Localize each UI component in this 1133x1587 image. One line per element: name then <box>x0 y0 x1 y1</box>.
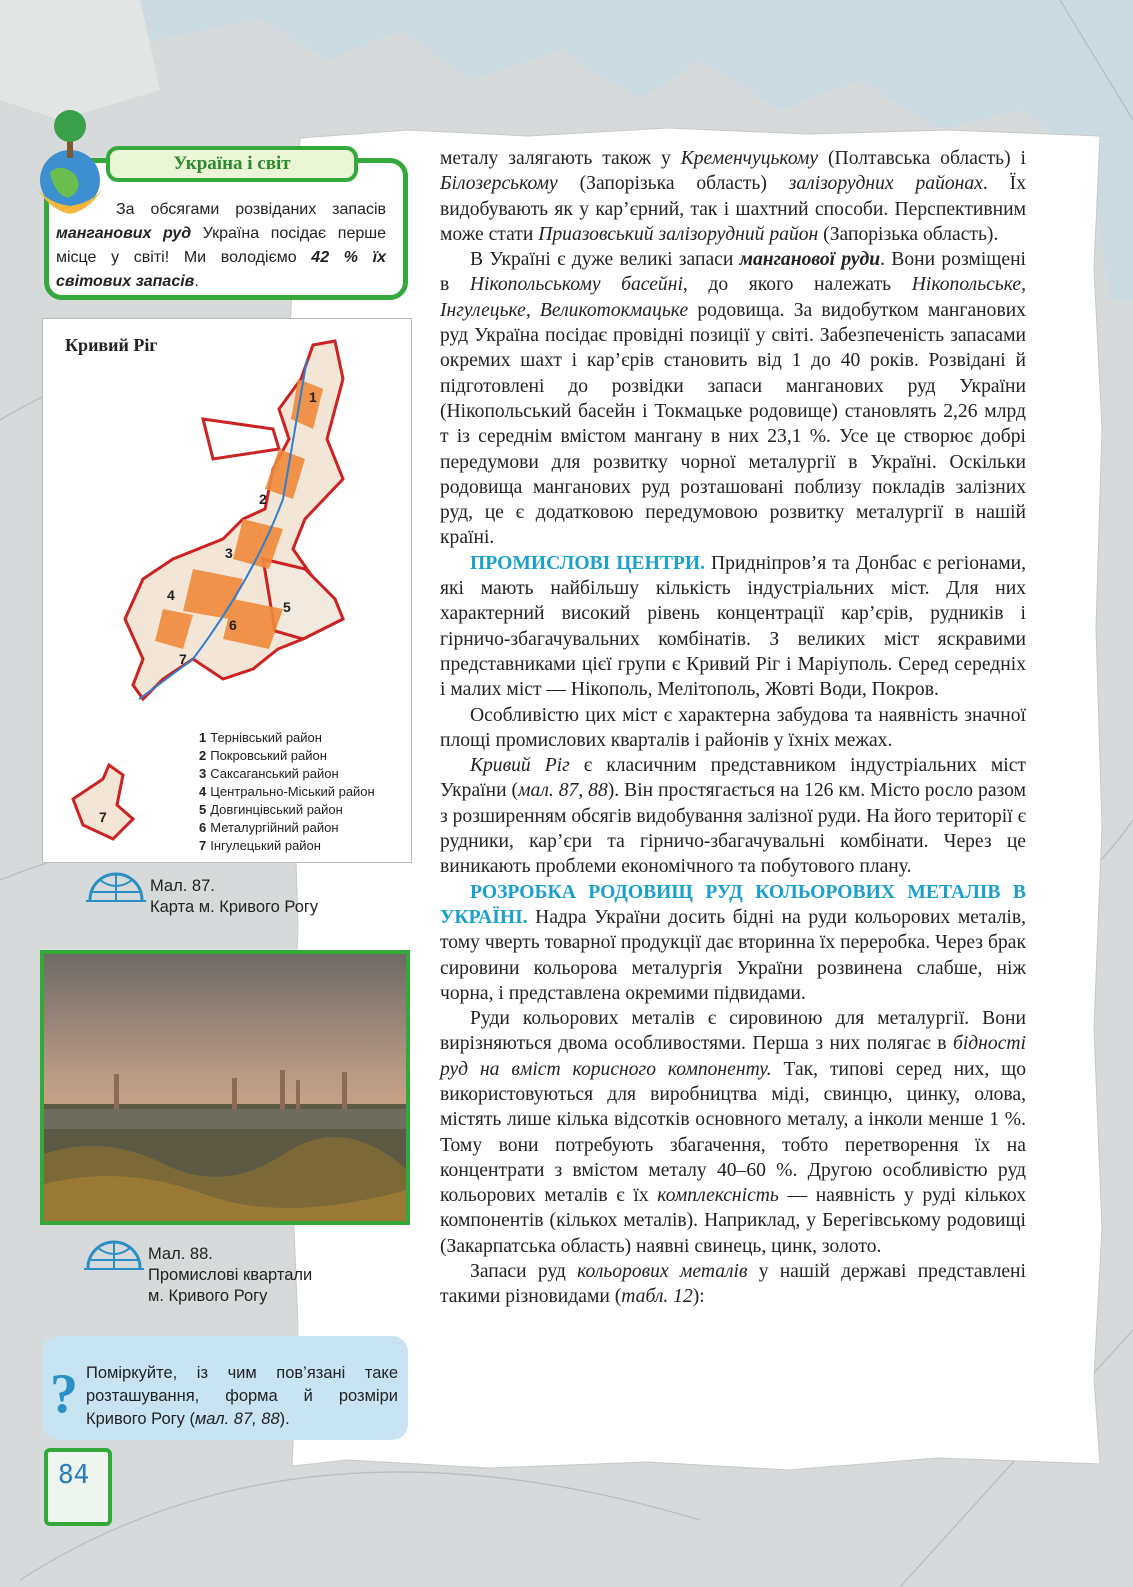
main-text <box>440 146 1026 1310</box>
paragraph: Руди кольорових металів є сировиною для металургії. Вони вирізняються двома особливостями. Перша з них полягає в бідності руд на вміст корисного компоненту. Так, типові серед них, що використовуються для виробництва міді, свинцю, цинку, олова, містять лише кілька відсотків основного металу, а інколи менше 1 %. Тому вони потребують збагачення, тобто перетворення їх на концентрати з вмістом металу 40–60 %. Другою особливістю руд кольорових металів є їх комплексність — наявність у руді кількох компонентів (кількох металів). Наприклад, у Берегівському родовищі (Закарпатська область) наявні свинець, цинк, золото. <box>440 1008 1026 1257</box>
map-legend <box>199 729 375 855</box>
paragraph: В Україні є дуже великі запаси манганової руди. Вони розміщені в Нікопольському басейні, до якого належать Нікопольське, Інгулецьке, Великотокмацьке родовища. За видобутком манганових руд Україна посідає провідні позиції у світі. Забезпеченість запасами окремих шахт і кар’єрів становить від 1 до 40 років. Розвідані й підготовлені до розвідки запаси манганових руд України (Нікопольський басейн і Токмацьке родовище) становлять 2,26 млрд т із середнім вмістом мангану в них 23,1 %. Усе це створює добрі передумови для розвитку чорної металургії в Україні. Оскільки родовища манганових руд розташовані поблизу покладів залізних руд, це є додатковою передумовою розвитку металургії в нашій країні. <box>440 249 1026 549</box>
ukraine-world-text: За обсягами розвіданих запасів манганових руд Україна посідає перше місце у світі! Ми володіємо 42 % їх світових запасів. <box>56 201 386 290</box>
paragraph: Запаси руд кольорових металів у нашій державі представлені такими різновидами (табл. 12): <box>440 1261 1026 1308</box>
page-number-badge: 84 <box>44 1448 112 1526</box>
map-label-7: 7 <box>179 651 187 667</box>
legend-item: 3 Саксаганський район <box>199 766 339 781</box>
paragraph: металу залягають також у Кременчуцькому (Полтавська область) і Білозерському (Запорізька область) залізорудних районах. Їх видобувають як у кар’єрний, так і шахтний способи. Перспективним може стати Приазовський залізорудний район (Запорізька область). <box>440 148 1026 245</box>
map-label-3: 3 <box>225 545 233 561</box>
paragraph: ПРОМИСЛОВІ ЦЕНТРИ. Придніпров’я та Донбас є регіонами, які мають найбільшу кількість індустріальних міст. Для них характерний високий рівень концентрації кар’єрів, рудників і гірничо-збагачувальних комбінатів. З великих міст яскравими представниками цієї групи є Кривий Ріг і Маріуполь. Серед середніх і малих міст — Нікополь, Мелітополь, Жовті Води, Покров. <box>440 552 1026 701</box>
map-label-4: 4 <box>167 587 175 603</box>
map-label-6: 6 <box>229 617 237 633</box>
fig88-caption: Мал. 88. Промислові квартали м. Кривого Рогу <box>148 1245 313 1305</box>
legend-item: 6 Металургійний район <box>199 820 339 835</box>
legend-item: 2 Покровський район <box>199 748 327 763</box>
map-label-2: 2 <box>259 491 267 507</box>
question-text: Поміркуйте, із чим пов’язані таке розташування, форма й розміри Кривого Рогу (мал. 87, 88). <box>86 1364 398 1428</box>
kryvyi-rih-map <box>42 318 412 863</box>
map-title: Кривий Ріг <box>65 335 158 355</box>
globe-caption-icon <box>86 872 146 902</box>
legend-item: 5 Довгинцівський район <box>199 802 343 817</box>
paragraph: Особливістю цих міст є характерна забудова та наявність значної площі промислових кварталів і районів у їхніх межах. <box>440 704 1026 751</box>
industrial-photo <box>40 950 410 1225</box>
question-mark-icon: ? <box>50 1363 78 1425</box>
legend-item: 4 Центрально-Міський район <box>199 784 375 799</box>
globe-caption-icon <box>84 1240 144 1270</box>
paragraph: Кривий Ріг є класичним представником індустріальних міст України (мал. 87, 88). Він простягається на 126 км. Місто росло разом з розширенням обсягів видобування залізної руди. На його території є рудники, кар’єри та гірничо-збагачувальні комбінати. Через це виникають проблеми економічного та побутового плану. <box>440 755 1026 878</box>
ukraine-world-title: Україна і світ <box>106 146 358 182</box>
map-label-7-exclave: 7 <box>99 809 107 825</box>
section-heading: ПРОМИСЛОВІ ЦЕНТРИ. <box>470 552 706 574</box>
legend-item: 7 Інгулецький район <box>199 838 321 853</box>
section-heading: РОЗРОБКА РОДОВИЩ РУД КОЛЬОРОВИХ МЕТАЛІВ В УКРАЇНІ. <box>440 881 1026 928</box>
legend-item: 1 Тернівський район <box>199 730 322 745</box>
map-label-1: 1 <box>309 389 317 405</box>
fig87-caption: Мал. 87. Карта м. Кривого Рогу <box>150 877 319 916</box>
map-label-5: 5 <box>283 599 291 615</box>
paragraph: РОЗРОБКА РОДОВИЩ РУД КОЛЬОРОВИХ МЕТАЛІВ В УКРАЇНІ. Надра України досить бідні на руди кольорових металів, тому чверть товарної продукції дає вторинна їх переробка. Через брак сировини кольорова металургія України розвинена слабше, ніж чорна, і представлена окремими підвидами. <box>440 881 1026 1004</box>
